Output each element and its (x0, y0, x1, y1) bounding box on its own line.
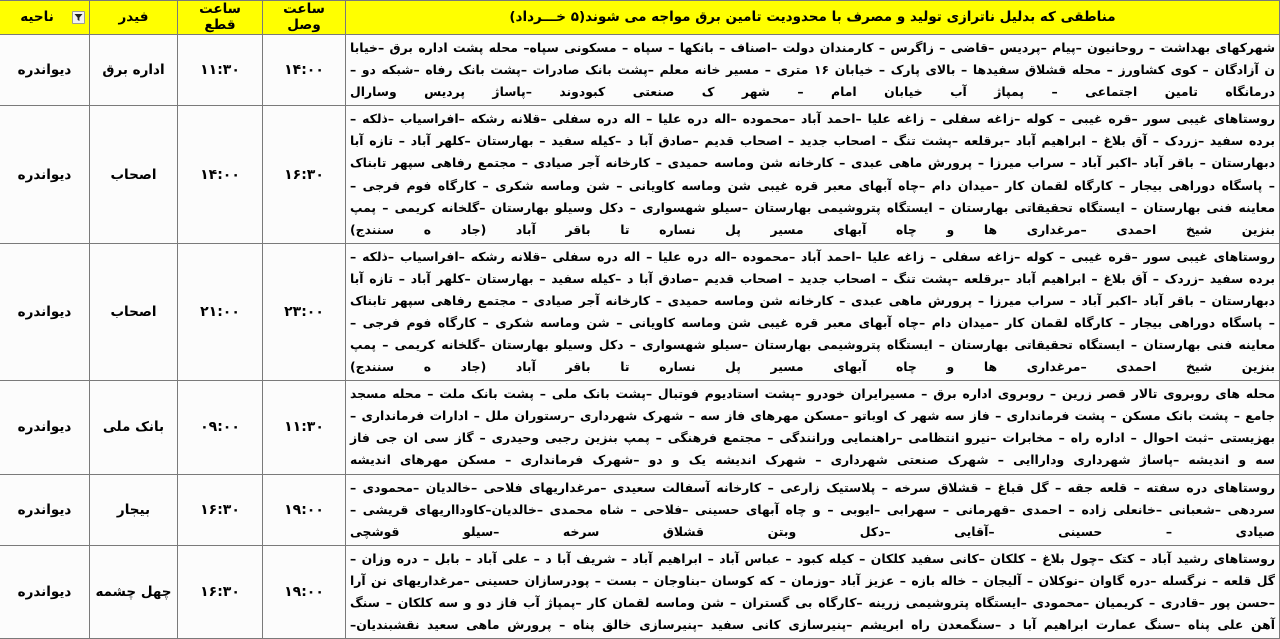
cell-feeder: اداره برق (90, 35, 178, 106)
cell-restore-time: ۱۱:۳۰ (263, 381, 346, 474)
cell-outage-time: ۱۱:۳۰ (178, 35, 263, 106)
cell-district: دیواندره (0, 35, 90, 106)
column-header-district-label: ناحیه (20, 8, 54, 25)
table-row (0, 381, 1280, 474)
cell-outage-time: ۱۶:۳۰ (178, 545, 263, 638)
district-header-inner (4, 10, 85, 26)
column-header-restore-time-label: ساعت وصل (283, 1, 325, 33)
cell-restore-time: ۲۳:۰۰ (263, 243, 346, 380)
column-header-outage-time[interactable] (178, 1, 263, 35)
table-row (0, 243, 1280, 380)
cell-description: محله های روبروی تالار قصر زرین – روبروی اداره برق – مسیرایران خودرو –پشت استادیوم فوتبال –پشت بانک ملی – پشت بانک ملت – محله مسجد جامع – پشت بانک مسکن – پشت فرمانداری – فاز سه شهر ک اوباتو –مسکن مهرهای فاز سه – شهرک شهرداری –رستوران ملل – ادارات فرمانداری – بهزیستی –ثبت احوال – اداره راه – مخابرات –نیرو انتظامی –راهنمایی ورانندگی – مجتمع فرهنگی – پمپ بنزین رجبی وحیدری – گاز سی ان جی فاز سه و اندیشه –پاساژ شهرداری وداراایی – شهرک صنعتی شهرداری – شهرک اندیشه یک و دو –شهرک فرمانداری – مسکن مهرهای اندیشه (346, 381, 1280, 474)
cell-district: دیواندره (0, 106, 90, 243)
table-header (0, 1, 1280, 35)
filter-icon[interactable] (72, 11, 85, 24)
column-header-feeder-label: فیدر (118, 8, 149, 25)
cell-description: روستاهای دره سفته – قلعه جقه – گل قباغ – قشلاق سرخه – پلاستیک زارعی – کارخانه آسفالت سعیدی –مرغداریهای فلاحی –خالدیان –محمودی –سردهی –شعبانی –خانعلی زاده – احمدی –قهرمانی – سهرابی –ایوبی – و چاه آبهای حسینی –فلاحی – شاه محمدی –خالدیان–کاودااریهای قریشی – صیادی – حسینی –آقایی –دکل وبتن قشلاق سرخه –سیلو قوشچی (346, 474, 1280, 545)
column-header-outage-time-label: ساعت قطع (199, 1, 241, 33)
cell-outage-time: ۱۴:۰۰ (178, 106, 263, 243)
cell-description: روستاهای غیبی سور –قره غیبی – کوله –زاغه سفلی – زاغه علیا –احمد آباد –محموده –اله دره علیا – اله دره سفلی –قلانه رشکه –افراسیاب –ذلکه – برده سفید –زردک – آق بلاغ – ابراهیم آباد –برقلعه –پشت تنگ – اصحاب جدید – اصحاب قدیم –صادق آبا د –کیله سفید – بهارستان –کلهر آباد – تازه آبا دبهارستان – باقر آباد –اکبر آباد – سراب میرزا – پرورش ماهی عبدی – کارخانه شن وماسه حمیدی – کارخانه آجر صیادی – مجتمع رفاهی سپهر تابناک – پاسگاه دوراهی بیجار – کارگاه لقمان کار –میدان دام –چاه آبهای معبر قره غیبی شن وماسه کاویانی – شن وماسه شکری – کارگاه فوم فرجی –معاینه فنی بهارستان – ایستگاه تحقیقاتی بهارستان – ایستگاه پتروشیمی بهارستان –سیلو شهسواری – دکل وسیلو بهارستان –گلخانه کریمی – پمپ بنزین شیخ احمدی –مرغداری ها و چاه آبهای مسیر پل نساره تا باقر آباد (جاد ه سنندج) (346, 106, 1280, 243)
cell-feeder: بانک ملی (90, 381, 178, 474)
cell-outage-time: ۰۹:۰۰ (178, 381, 263, 474)
table-row (0, 474, 1280, 545)
cell-district: دیواندره (0, 381, 90, 474)
column-header-description-label: مناطقی که بدلیل ناترازی تولید و مصرف با محدودیت تامین برق مواجه می شوند(۵ خـــرداد) (509, 8, 1116, 25)
cell-outage-time: ۱۶:۳۰ (178, 474, 263, 545)
cell-feeder: اصحاب (90, 106, 178, 243)
table-body (0, 35, 1280, 639)
header-row (0, 1, 1280, 35)
cell-district: دیواندره (0, 243, 90, 380)
column-header-restore-time[interactable] (263, 1, 346, 35)
table-row (0, 106, 1280, 243)
cell-restore-time: ۱۹:۰۰ (263, 474, 346, 545)
table-row (0, 35, 1280, 106)
cell-restore-time: ۱۹:۰۰ (263, 545, 346, 638)
cell-feeder: اصحاب (90, 243, 178, 380)
cell-restore-time: ۱۶:۳۰ (263, 106, 346, 243)
column-header-description[interactable] (346, 1, 1280, 35)
cell-outage-time: ۲۱:۰۰ (178, 243, 263, 380)
cell-restore-time: ۱۴:۰۰ (263, 35, 346, 106)
cell-feeder: چهل چشمه (90, 545, 178, 638)
cell-feeder: بیجار (90, 474, 178, 545)
table-row (0, 545, 1280, 638)
cell-district: دیواندره (0, 474, 90, 545)
cell-description: روستاهای غیبی سور –قره غیبی – کوله –زاغه سفلی – زاغه علیا –احمد آباد –محموده –اله دره علیا – اله دره سفلی –قلانه رشکه –افراسیاب –ذلکه – برده سفید –زردک – آق بلاغ – ابراهیم آباد –برقلعه –پشت تنگ – اصحاب جدید – اصحاب قدیم –صادق آبا د –کیله سفید – بهارستان –کلهر آباد – تازه آبا دبهارستان – باقر آباد –اکبر آباد – سراب میرزا – پرورش ماهی عبدی – کارخانه شن وماسه حمیدی – کارخانه آجر صیادی – مجتمع رفاهی سپهر تابناک – پاسگاه دوراهی بیجار – کارگاه لقمان کار –میدان دام –چاه آبهای معبر قره غیبی شن وماسه کاویانی – شن وماسه شکری – کارگاه فوم فرجی –معاینه فنی بهارستان – ایستگاه تحقیقاتی بهارستان – ایستگاه پتروشیمی بهارستان –سیلو شهسواری – دکل وسیلو بهارستان –گلخانه کریمی – پمپ بنزین شیخ احمدی –مرغداری ها و چاه آبهای مسیر پل نساره تا باقر آباد (جاد ه سنندج) (346, 243, 1280, 380)
cell-description: روستاهای رشید آباد – کتک –چول بلاغ – کلکان –کانی سفید کلکان – کیله کبود – عباس آباد – ابراهیم آباد – شریف آبا د – علی آباد – بابل – دره وزان – گل قلعه – نرگسله –دره گاوان –نوکلان – آلیجان – خاله بازه – عزیز آباد –وزمان – که کوسان –بناوجان – بست – پودرسازان حسینی –مرغداریهای نن آرا –حسن پور –قادری – کریمیان –محمودی –ایستگاه پتروشیمی زرینه –کارگاه بی گستران – شن وماسه لقمان کار –پمپاژ آب فاز دو و سه کلکان – سنگ آهن علی پناه –سنگ عمارت ابراهیم آبا د –سنگمعدن راه ابریشم –پنیرسازی کانی سفید –پنیرسازی خالق پناه – پرورش ماهی سعید نقشبندیان– (346, 545, 1280, 638)
cell-description: شهرکهای بهداشت – روحانیون –پیام –پردیس –قاضی – زاگرس – کارمندان دولت –اصناف – بانکها – سپاه – مسکونی سپاه– محله پشت اداره برق –خیابا ن آزادگان – کوی کشاورز – محله قشلاق سفیدها – بالای پارک – خیابان ۱۶ متری – مسیر خانه معلم –پشت بانک صادرات –پشت بانک رفاه –شبکه دو – درمانگاه تامین اجتماعی – پمپاژ آب خیابان امام – شهر ک صنعتی کبودوند –پاساژ پردیس وسارال (346, 35, 1280, 106)
column-header-feeder[interactable] (90, 1, 178, 35)
cell-district: دیواندره (0, 545, 90, 638)
column-header-district[interactable] (0, 1, 90, 35)
